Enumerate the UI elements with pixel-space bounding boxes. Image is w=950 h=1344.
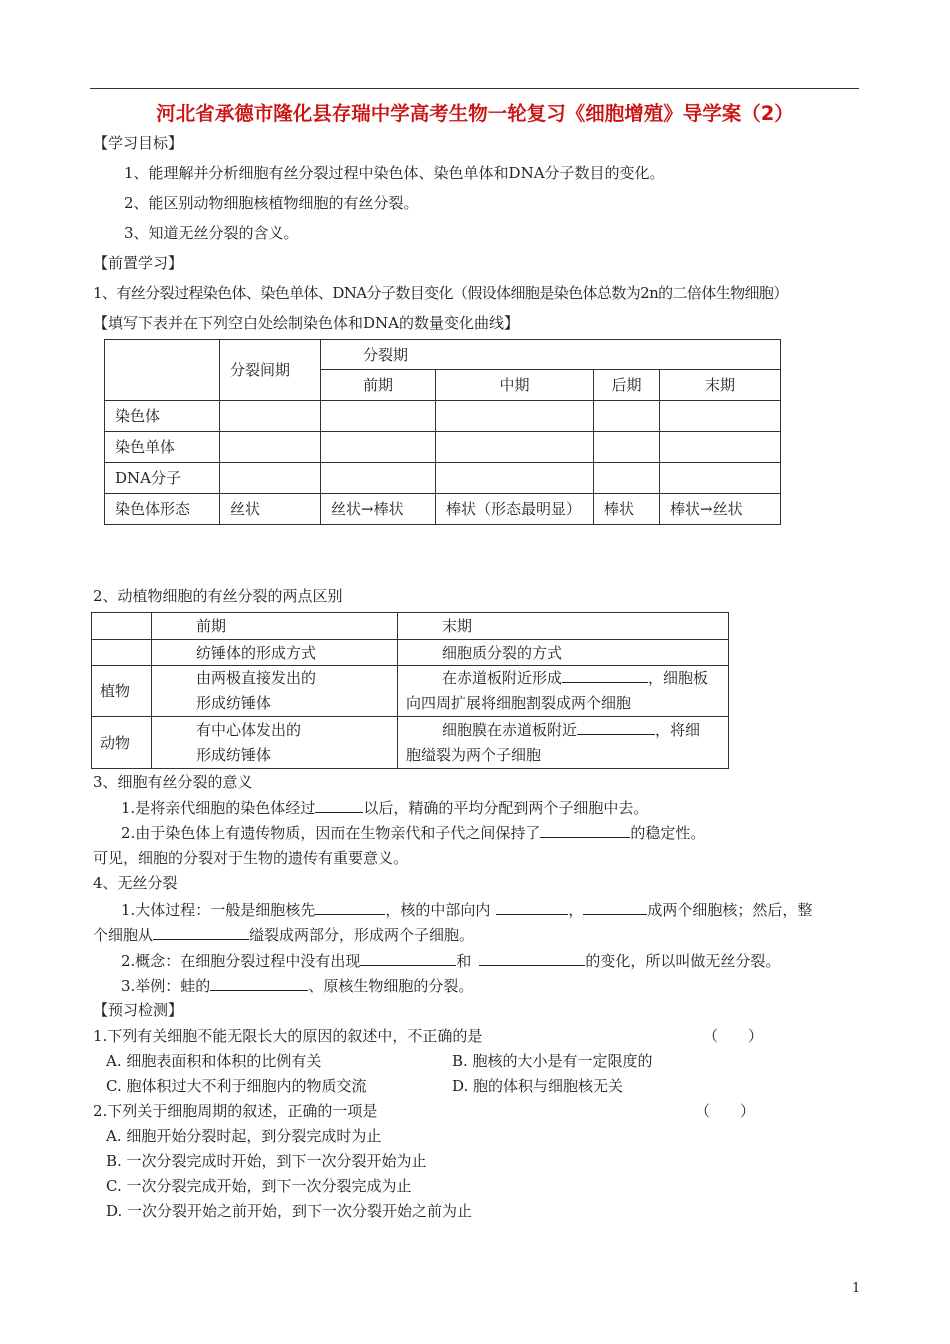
fill-cell[interactable] [594,432,660,463]
table-row [92,666,729,717]
answer-blank[interactable] [496,899,568,915]
section-2-heading: 2、动植物细胞的有丝分裂的两点区别 [93,587,343,605]
option: B. 胞核的大小是有一定限度的 [452,1052,653,1070]
fill-cell[interactable] [321,401,436,432]
option: A. 细胞开始分裂时起，到分裂完成时为止 [106,1127,382,1145]
page-title: 河北省承德市隆化县存瑞中学高考生物一轮复习《细胞增殖》导学案（2） [156,102,794,125]
text-run: 个细胞从 [93,926,154,944]
morph-cell: 棒状（形态最明显） [436,494,594,525]
check-heading: 【预习检测】 [93,1001,184,1019]
significance-line [121,822,705,843]
mc-question-1: 1.下列有关细胞不能无限长大的原因的叙述中，不正确的是 [93,1027,483,1045]
animal-spindle-line: 有中心体发出的 [196,720,302,739]
plant-spindle [152,666,398,717]
table-row [105,401,781,432]
goal-item: 2、能区别动物细胞核植物细胞的有丝分裂。 [124,194,419,212]
section-4-heading: 4、无丝分裂 [93,874,178,892]
question-1-note: 【填写下表并在下列空白处绘制染色体和DNA的数量变化曲线】 [93,314,519,332]
goal-item: 1、能理解并分析细胞有丝分裂过程中染色体、染色单体和DNA分子数目的变化。 [124,164,665,182]
page-number: 1 [852,1281,861,1296]
text-run: 成两个细胞核；然后，整 [647,901,813,919]
amitosis-line [121,899,812,920]
option: C. 一次分裂完成开始，到下一次分裂完成为止 [106,1177,412,1195]
section-3-heading: 3、细胞有丝分裂的意义 [93,773,253,791]
fill-cell[interactable] [436,463,594,494]
morph-cell: 棒状→丝状 [660,494,781,525]
animal-cyto-text: 细胞膜在赤道板附近 [442,720,578,739]
amitosis-line [121,950,780,971]
option: B. 一次分裂完成时开始，到下一次分裂开始为止 [106,1152,427,1170]
fill-cell[interactable] [660,401,781,432]
plant-spindle-line: 由两极直接发出的 [196,669,317,687]
table-row [105,432,781,463]
text-run: 缢裂成两部分，形成两个子细胞。 [249,926,475,944]
text-run: 2.由于染色体上有遗传物质，因而在生物亲代和子代之间保持了 [121,824,541,842]
table-row [105,494,781,525]
header-stage: 末期 [660,370,781,401]
header-interphase: 分裂间期 [220,340,321,401]
animal-cyto-text: ，将细 [655,720,701,739]
amitosis-line [93,924,474,945]
goals-heading: 【学习目标】 [93,134,184,152]
row-label: 染色单体 [105,432,220,463]
plant-cyto-text: ，细胞板 [648,669,709,687]
answer-blank[interactable] [315,797,363,813]
row-label-animal: 动物 [92,717,152,769]
answer-blank[interactable] [562,667,648,683]
pre-heading: 【前置学习】 [93,254,184,272]
answer-blank[interactable] [210,975,308,991]
text-run: 3.举例：蛙的 [121,977,211,995]
significance-summary: 可见，细胞的分裂对于生物的遗传有重要意义。 [93,849,409,867]
morph-cell: 棒状 [594,494,660,525]
text-run: 的稳定性。 [630,824,706,842]
text-run: 的变化，所以叫做无丝分裂。 [585,952,781,970]
mitosis-table [104,339,781,525]
animal-cytokinesis [398,717,729,769]
table-corner [92,640,152,666]
fill-cell[interactable] [660,432,781,463]
header-mphase: 分裂期 [321,340,781,370]
row-label: 染色体形态 [105,494,220,525]
fill-cell[interactable] [594,463,660,494]
fill-cell[interactable] [321,432,436,463]
answer-blank[interactable] [360,950,456,966]
header-stage: 中期 [436,370,594,401]
row-label: 染色体 [105,401,220,432]
header-stage: 后期 [594,370,660,401]
fill-cell[interactable] [220,432,321,463]
animal-spindle-line: 形成纺锤体 [196,745,272,764]
text-run: 以后，精确的平均分配到两个子细胞中去。 [363,799,649,817]
text-run: 1.是将亲代细胞的染色体经过 [121,799,316,817]
fill-cell[interactable] [594,401,660,432]
option: A. 细胞表面积和体积的比例有关 [106,1052,322,1070]
text-run: 、原核生物细胞的分裂。 [308,977,474,995]
fill-cell[interactable] [436,401,594,432]
fill-cell[interactable] [436,432,594,463]
text-run: ， [568,901,584,919]
significance-line [121,797,648,818]
option: D. 胞的体积与细胞核无关 [452,1077,624,1095]
header-prophase: 前期 [152,613,398,640]
question-1: 1、有丝分裂过程染色体、染色单体、DNA分子数目变化（假设体细胞是染色体总数为2n的二倍体生物细胞） [93,284,788,302]
plant-cytokinesis [398,666,729,717]
fill-cell[interactable] [321,463,436,494]
text-run: ，核的中部向内 [385,901,491,919]
option: C. 胞体积过大不利于细胞内的物质交流 [106,1077,367,1095]
option: D. 一次分裂开始之前开始，到下一次分裂开始之前为止 [106,1202,473,1220]
answer-blank[interactable] [153,924,249,940]
table-row [92,717,729,769]
answer-blank[interactable] [479,950,585,966]
plant-cyto-text: 在赤道板附近形成 [442,669,563,687]
answer-paren[interactable]: （ ） [703,1027,764,1045]
text-run: 1.大体过程：一般是细胞核先 [121,901,316,919]
subheader-spindle: 纺锤体的形成方式 [152,640,398,666]
morph-cell: 丝状→棒状 [321,494,436,525]
answer-blank[interactable] [315,899,385,915]
row-label-plant: 植物 [92,666,152,717]
plant-spindle-line: 形成纺锤体 [196,694,272,712]
answer-blank[interactable] [540,822,630,838]
fill-cell[interactable] [220,463,321,494]
header-telophase: 末期 [398,613,729,640]
row-label: DNA分子 [105,463,220,494]
text-run: 2.概念：在细胞分裂过程中没有出现 [121,952,361,970]
table-corner [105,340,220,401]
answer-blank[interactable] [583,899,647,915]
top-rule [90,88,859,89]
answer-paren[interactable]: （ ） [695,1102,756,1120]
header-stage: 前期 [321,370,436,401]
animal-cyto-line: 胞缢裂为两个子细胞 [406,745,542,764]
morph-cell: 丝状 [220,494,321,525]
mc-question-2: 2.下列关于细胞周期的叙述，正确的一项是 [93,1102,378,1120]
fill-cell[interactable] [220,401,321,432]
fill-cell[interactable] [660,463,781,494]
plant-animal-table [91,612,729,769]
animal-spindle [152,717,398,769]
subheader-cytokinesis: 细胞质分裂的方式 [398,640,729,666]
table-corner [92,613,152,640]
amitosis-line [121,975,473,996]
plant-cyto-line: 向四周扩展将细胞割裂成两个细胞 [406,694,632,712]
text-run: 和 [456,952,472,970]
answer-blank[interactable] [577,719,655,735]
table-row [105,463,781,494]
goal-item: 3、知道无丝分裂的含义。 [124,224,299,242]
